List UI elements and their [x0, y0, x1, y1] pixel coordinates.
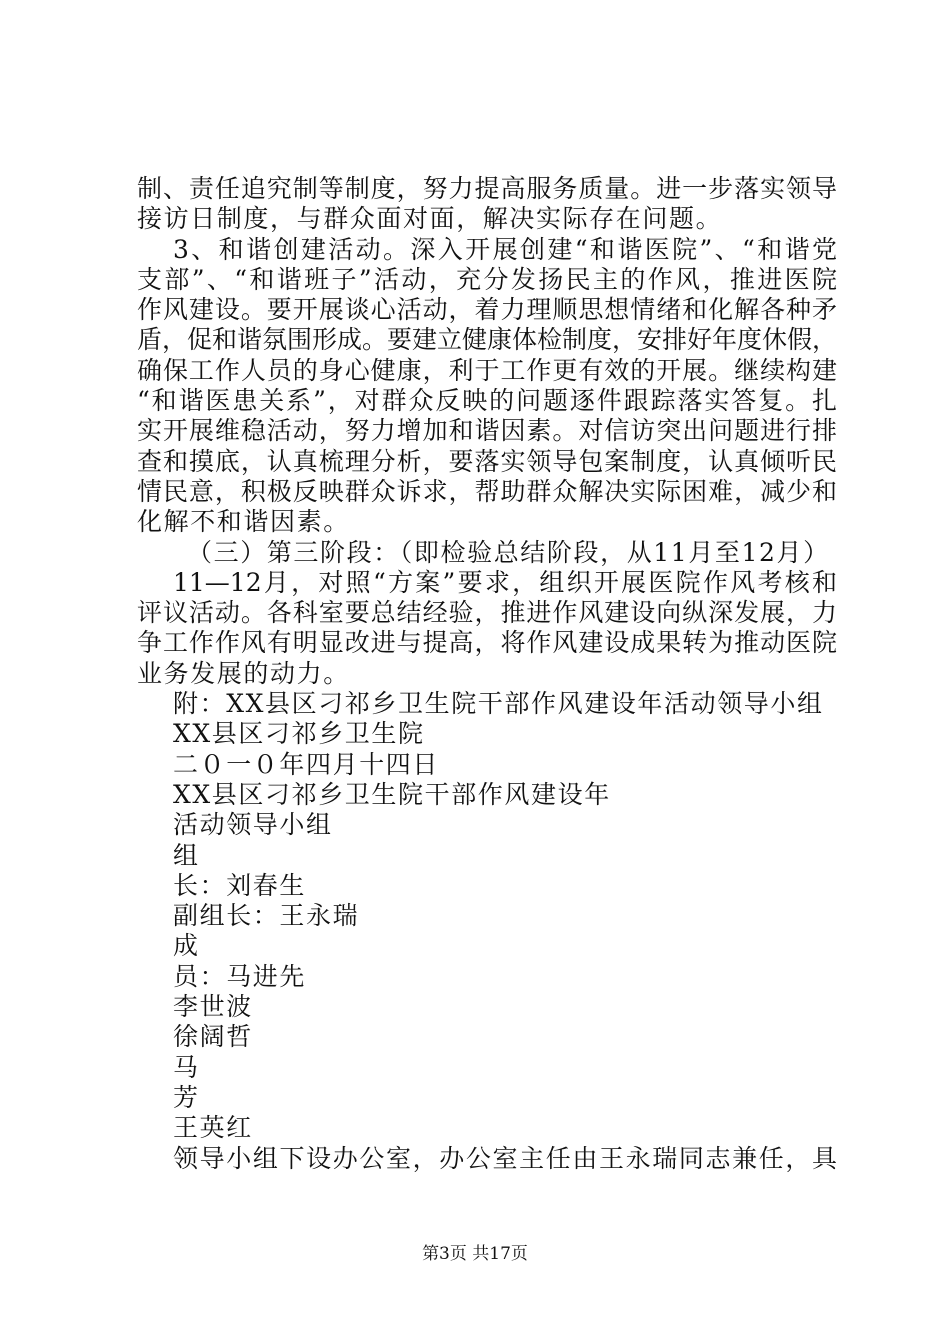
group-title: XX县区刁祁乡卫生院干部作风建设年	[173, 779, 611, 809]
member-line: 王英红	[173, 1113, 253, 1143]
paragraph-line: 情民意，积极反映群众诉求，帮助群众解决实际困难，减少和	[137, 476, 837, 506]
paragraph-line: 11—12月，对照“方案”要求，组织开展医院作风考核和	[173, 567, 837, 597]
member-line: 副组长：王永瑞	[173, 901, 360, 931]
paragraph-line: 评议活动。各科室要总结经验，推进作风建设向纵深发展，力	[137, 598, 837, 628]
group-title: 活动领导小组	[173, 810, 333, 840]
member-line: 组	[173, 840, 200, 870]
page-number-footer: 第3页 共17页	[422, 1244, 528, 1264]
member-line: 长：刘春生	[173, 870, 307, 900]
paragraph-line: “和谐医患关系”，对群众反映的问题逐件跟踪落实答复。扎	[137, 386, 837, 416]
paragraph-line: 确保工作人员的身心健康，利于工作更有效的开展。继续构建	[137, 355, 837, 385]
document-date: 二０一０年四月十四日	[173, 749, 440, 779]
paragraph-line: 制、责任追究制等制度，努力提高服务质量。进一步落实领导	[137, 174, 837, 203]
paragraph-line: 支部”、“和谐班子”活动，充分发扬民主的作风，推进医院	[137, 264, 837, 294]
member-line: 马	[173, 1052, 200, 1082]
section-heading: （三）第三阶段：（即检验总结阶段，从11月至12月）	[187, 537, 830, 567]
paragraph-line: 作风建设。要开展谈心活动，着力理顺思想情绪和化解各种矛	[137, 295, 837, 325]
member-line: 徐阔哲	[173, 1022, 253, 1052]
paragraph-line: 化解不和谐因素。	[137, 507, 350, 537]
paragraph-line: 查和摸底，认真梳理分析，要落实领导包案制度，认真倾听民	[137, 446, 837, 476]
member-line: 员：马进先	[173, 961, 307, 991]
member-line: 李世波	[173, 992, 253, 1022]
paragraph-line: 接访日制度，与群众面对面，解决实际存在问题。	[137, 204, 723, 234]
member-line: 芳	[173, 1082, 200, 1112]
paragraph-line: 业务发展的动力。	[137, 658, 350, 688]
organization-name: XX县区刁祁乡卫生院	[173, 719, 425, 749]
document-body	[137, 174, 837, 1174]
paragraph-line: 实开展维稳活动，努力增加和谐因素。对信访突出问题进行排	[137, 416, 837, 446]
paragraph-line: 3、和谐创建活动。深入开展创建“和谐医院”、“和谐党	[173, 234, 838, 264]
member-line: 成	[173, 931, 200, 961]
paragraph-line: 盾，促和谐氛围形成。要建立健康体检制度，安排好年度休假，	[137, 325, 838, 355]
paragraph-line: 领导小组下设办公室，办公室主任由王永瑞同志兼任，具	[173, 1143, 837, 1173]
attachment-line: 附：XX县区刁祁乡卫生院干部作风建设年活动领导小组	[173, 689, 824, 719]
paragraph-line: 争工作作风有明显改进与提高，将作风建设成果转为推动医院	[137, 628, 837, 658]
